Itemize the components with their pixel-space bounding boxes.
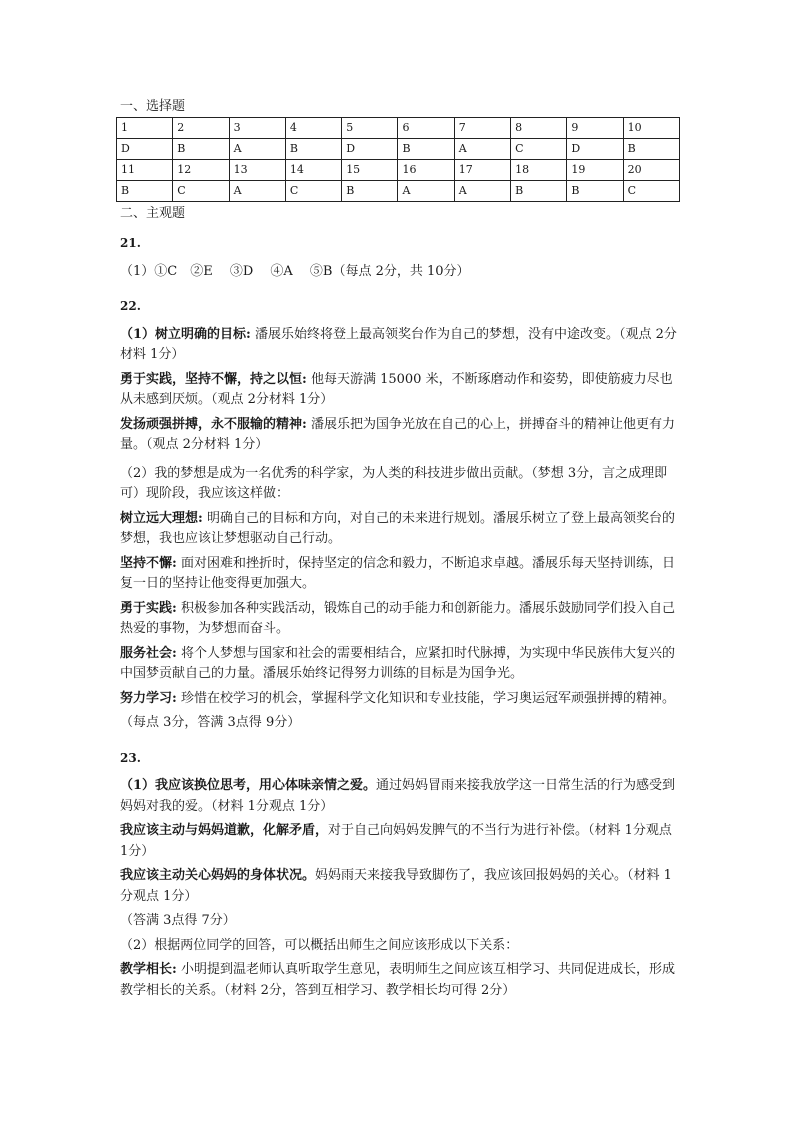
- q23-paragraph-1: [120, 776, 680, 817]
- answer-cell: B: [567, 181, 623, 202]
- answer-cell: C: [511, 139, 567, 160]
- answer-cell: A: [454, 139, 510, 160]
- q21-answer: （1）①C ②E ③D ④A ⑤B（每点 2分，共 10分）: [120, 263, 470, 279]
- answer-cell: A: [454, 181, 510, 202]
- question-number-cell: 2: [173, 118, 229, 139]
- question-number-cell: 16: [398, 160, 454, 181]
- question-number-cell: 7: [454, 118, 510, 139]
- answer-cell: B: [623, 139, 679, 160]
- q22-p6-text: 面对困难和挫折时，保持坚定的信念和毅力，不断追求卓越。潘展乐每天坚持训练，日复一日的坚持让他变得更加强大。: [120, 555, 675, 591]
- answer-cell: C: [285, 181, 341, 202]
- question-number-cell: 4: [285, 118, 341, 139]
- q22-paragraph-7: [120, 599, 680, 640]
- answer-cell: A: [229, 181, 285, 202]
- q22-p5-text: 明确自己的目标和方向，对自己的未来进行规划。潘展乐树立了登上最高领奖台的梦想，我也应该让梦想驱动自己行动。: [120, 510, 675, 546]
- table-row: [117, 160, 680, 181]
- table-row: [117, 181, 680, 202]
- q22-paragraph-8: [120, 644, 680, 685]
- q22-p1-lead: （1）树立明确的目标:: [120, 326, 251, 342]
- q22-paragraph-6: [120, 554, 680, 595]
- answer-cell: A: [229, 139, 285, 160]
- answer-cell: C: [173, 181, 229, 202]
- section-title-subjective: 二、主观题: [120, 206, 186, 221]
- section-title-choice: 一、选择题: [120, 99, 186, 114]
- q23-p6-lead: 教学相长:: [120, 962, 177, 977]
- question-number-cell: 1: [117, 118, 173, 139]
- question-number-cell: 12: [173, 160, 229, 181]
- q23-p1-text: 通过妈妈冒雨来接我放学这一日常生活的行为感受到妈妈对我的爱。（材料 1分观点 1分）: [120, 778, 676, 814]
- q22-p3-lead: 发扬顽强拼搏，永不服输的精神:: [120, 416, 307, 432]
- question-number-cell: 15: [342, 160, 398, 181]
- q22-paragraph-4: （2）我的梦想是成为一名优秀的科学家，为人类的科技进步做出贡献。（梦想 3分，言之成理即可）现阶段，我应该这样做：: [120, 465, 668, 501]
- q22-p7-lead: 勇于实践:: [120, 600, 177, 616]
- q22-p3-text: 潘展乐把为国争光放在自己的心上，拼搏奋斗的精神让他更有力量。（观点 2分材料 1分）: [120, 416, 675, 452]
- q22-p2-text: 他每天游满 15000 米，不断琢磨动作和姿势，即使筋疲力尽也从未感到厌烦。（观点 2分材料 1分）: [120, 371, 673, 407]
- q23-p1-lead: （1）我应该换位思考，用心体味亲情之爱。: [120, 778, 377, 793]
- answer-cell: A: [398, 181, 454, 202]
- q22-p6-lead: 坚持不懈:: [120, 555, 177, 571]
- q23-p3-text: 妈妈雨天来接我导致脚伤了，我应该回报妈妈的关心。（材料 1分观点 1分）: [120, 868, 672, 904]
- q23-p3-lead: 我应该主动关心妈妈的身体状况。: [120, 868, 316, 883]
- question-number-cell: 5: [342, 118, 398, 139]
- q23-p2-lead: 我应该主动与妈妈道歉，化解矛盾，: [120, 823, 329, 838]
- answer-cell: C: [623, 181, 679, 202]
- q23-p6-text: 小明提到温老师认真听取学生意见，表明师生之间应该互相学习、共同促进成长，形成教学相长的关系。（材料 2分，答到互相学习、教学相长均可得 2分）: [120, 962, 675, 998]
- table-row: [117, 139, 680, 160]
- question-number-cell: 6: [398, 118, 454, 139]
- q23-paragraph-4: （答满 3点得 7分）: [120, 913, 236, 928]
- question-number-22: 22.: [120, 299, 141, 313]
- question-number-21: 21.: [120, 236, 141, 250]
- answer-cell: B: [173, 139, 229, 160]
- subjective-answers: [120, 233, 680, 1005]
- q22-paragraph-10: （每点 3分，答满 3点得 9分）: [120, 715, 301, 730]
- q23-paragraph-2: [120, 821, 680, 862]
- q22-p5-lead: 树立远大理想:: [120, 510, 203, 526]
- q22-p8-lead: 服务社会:: [120, 645, 177, 661]
- q22-paragraph-3: [120, 415, 680, 456]
- q23-paragraph-6: [120, 960, 680, 1001]
- q23-paragraph-3: [120, 866, 680, 907]
- table-row: [117, 118, 680, 139]
- answer-cell: B: [285, 139, 341, 160]
- q23-p2-text: 对于自己向妈妈发脾气的不当行为进行补偿。（材料 1分观点 1分）: [120, 823, 672, 859]
- question-number-cell: 11: [117, 160, 173, 181]
- q22-p9-lead: 努力学习:: [120, 690, 177, 706]
- question-number-cell: 13: [229, 160, 285, 181]
- question-number-cell: 19: [567, 160, 623, 181]
- question-number-cell: 20: [623, 160, 679, 181]
- q23-paragraph-5: （2）根据两位同学的回答，可以概括出师生之间应该形成以下关系：: [120, 937, 519, 953]
- answer-cell: D: [342, 139, 398, 160]
- answer-cell: B: [511, 181, 567, 202]
- question-number-cell: 8: [511, 118, 567, 139]
- q22-p8-text: 将个人梦想与国家和社会的需要相结合，应紧扣时代脉搏，为实现中华民族伟大复兴的中国梦贡献自己的力量。潘展乐始终记得努力训练的目标是为国争光。: [120, 645, 675, 681]
- answer-cell: D: [117, 139, 173, 160]
- question-number-23: 23.: [120, 750, 141, 765]
- answer-cell: B: [117, 181, 173, 202]
- question-number-cell: 14: [285, 160, 341, 181]
- question-number-cell: 3: [229, 118, 285, 139]
- answer-cell: B: [398, 139, 454, 160]
- answer-cell: D: [567, 139, 623, 160]
- answer-cell: B: [342, 181, 398, 202]
- q22-paragraph-5: [120, 509, 680, 550]
- question-number-cell: 9: [567, 118, 623, 139]
- answer-table: [116, 117, 680, 202]
- q22-paragraph-1: [120, 325, 680, 366]
- q22-p7-text: 积极参加各种实践活动，锻炼自己的动手能力和创新能力。潘展乐鼓励同学们投入自己热爱的事物，为梦想而奋斗。: [120, 600, 675, 636]
- q22-p2-lead: 勇于实践，坚持不懈，持之以恒:: [120, 371, 307, 387]
- q22-p1-text: 潘展乐始终将登上最高领奖台作为自己的梦想，没有中途改变。（观点 2分材料 1分）: [120, 326, 677, 362]
- question-number-cell: 17: [454, 160, 510, 181]
- question-number-cell: 18: [511, 160, 567, 181]
- q22-paragraph-9: [120, 689, 680, 710]
- question-number-cell: 10: [623, 118, 679, 139]
- q22-p9-text: 珍惜在校学习的机会，掌握科学文化知识和专业技能，学习奥运冠军顽强拼搏的精神。: [176, 690, 675, 706]
- q22-paragraph-2: [120, 370, 680, 411]
